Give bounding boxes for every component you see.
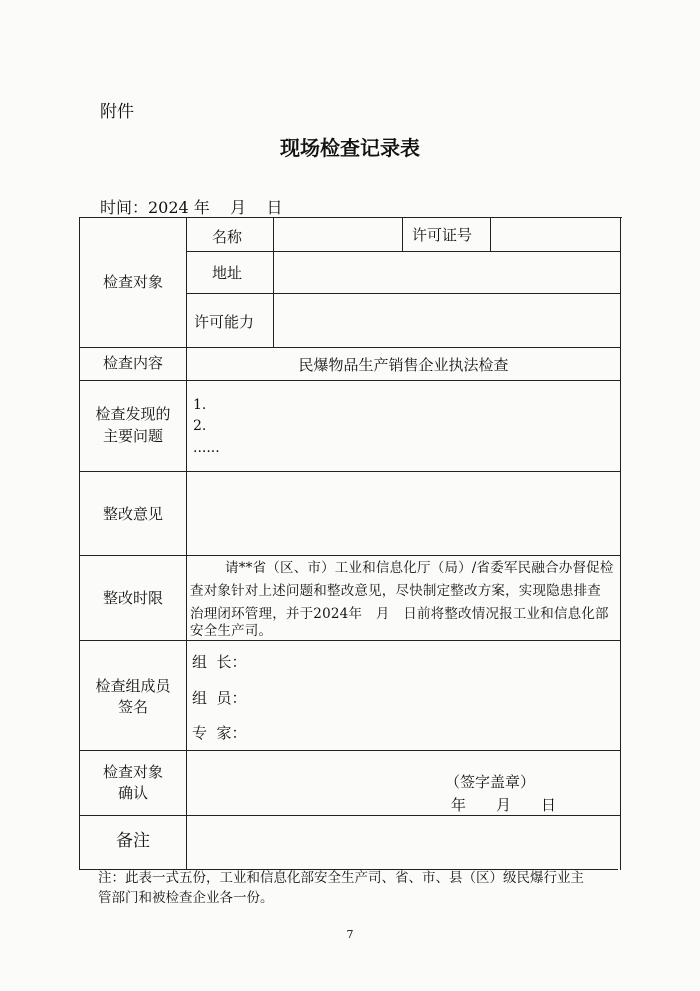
deadline-text-line1: 请**省（区、市）工业和信息化厅（局）/省委军民融合办督促检 <box>225 560 614 576</box>
row-divider <box>79 347 621 348</box>
deadline-text-line4: 安全生产司。 <box>190 623 273 639</box>
license-no-label: 许可证号 <box>412 226 473 244</box>
expert-signature[interactable]: 专 家： <box>192 724 247 742</box>
table-right-border <box>620 217 621 870</box>
remarks-label: 备注 <box>116 831 150 851</box>
team-leader-signature[interactable]: 组 长： <box>192 653 247 671</box>
inspection-content-value: 民爆物品生产销售企业执法检查 <box>298 356 509 374</box>
date-line: 时间：2024 年 月 日 <box>100 198 283 217</box>
team-signature-label-line1: 检查组成员 <box>95 677 171 695</box>
name-label: 名称 <box>212 228 243 246</box>
license-capacity-field[interactable] <box>274 294 620 347</box>
main-issues-label-line2: 主要问题 <box>102 427 163 445</box>
issue-item-2[interactable]: 2. <box>193 418 207 434</box>
row-divider <box>79 640 621 641</box>
main-issues-label-line1: 检查发现的 <box>95 405 171 423</box>
deadline-text-line3: 治理闭环管理，并于2024年 月 日前将整改情况报工业和信息化部 <box>190 606 609 622</box>
inspected-object-label: 检查对象 <box>102 273 163 291</box>
rectification-deadline-label: 整改时限 <box>102 589 163 607</box>
rectification-opinion-label: 整改意见 <box>102 505 163 523</box>
page-number: 7 <box>346 928 354 941</box>
row-divider <box>79 750 621 751</box>
address-label: 地址 <box>212 264 243 282</box>
row-divider <box>79 555 621 556</box>
rectification-opinion-field[interactable] <box>187 472 620 555</box>
page-title: 现场检查记录表 <box>280 136 420 160</box>
license-capacity-label: 许可能力 <box>194 313 255 331</box>
confirmation-label-line1: 检查对象 <box>102 763 163 781</box>
attachment-label: 附件 <box>100 102 134 122</box>
inspection-content-label: 检查内容 <box>102 354 163 372</box>
team-signature-label-line2: 签名 <box>117 698 148 716</box>
sign-seal-label: （签字盖章） <box>445 773 536 791</box>
remarks-field[interactable] <box>187 816 620 869</box>
footnote-line2: 管部门和被检查企业各一份。 <box>98 890 274 906</box>
name-field[interactable] <box>274 218 402 251</box>
address-field[interactable] <box>274 252 620 293</box>
team-member-signature[interactable]: 组 员： <box>192 689 247 707</box>
footnote <box>98 868 618 908</box>
issue-item-1[interactable]: 1. <box>193 397 207 413</box>
confirmation-label-line2: 确认 <box>117 784 148 802</box>
sub-column-divider <box>402 217 403 251</box>
row-divider <box>79 380 621 381</box>
footnote-line1: 注：此表一式五份，工业和信息化部安全生产司、省、市、县（区）级民爆行业主 <box>98 870 584 886</box>
issue-item-more[interactable]: ...... <box>193 440 220 456</box>
confirmation-date[interactable]: 年 月 日 <box>451 796 557 814</box>
license-no-field[interactable] <box>491 218 620 251</box>
deadline-text-line2: 查对象针对上述问题和整改意见，尽快制定整改方案，实现隐患排查 <box>190 583 601 599</box>
